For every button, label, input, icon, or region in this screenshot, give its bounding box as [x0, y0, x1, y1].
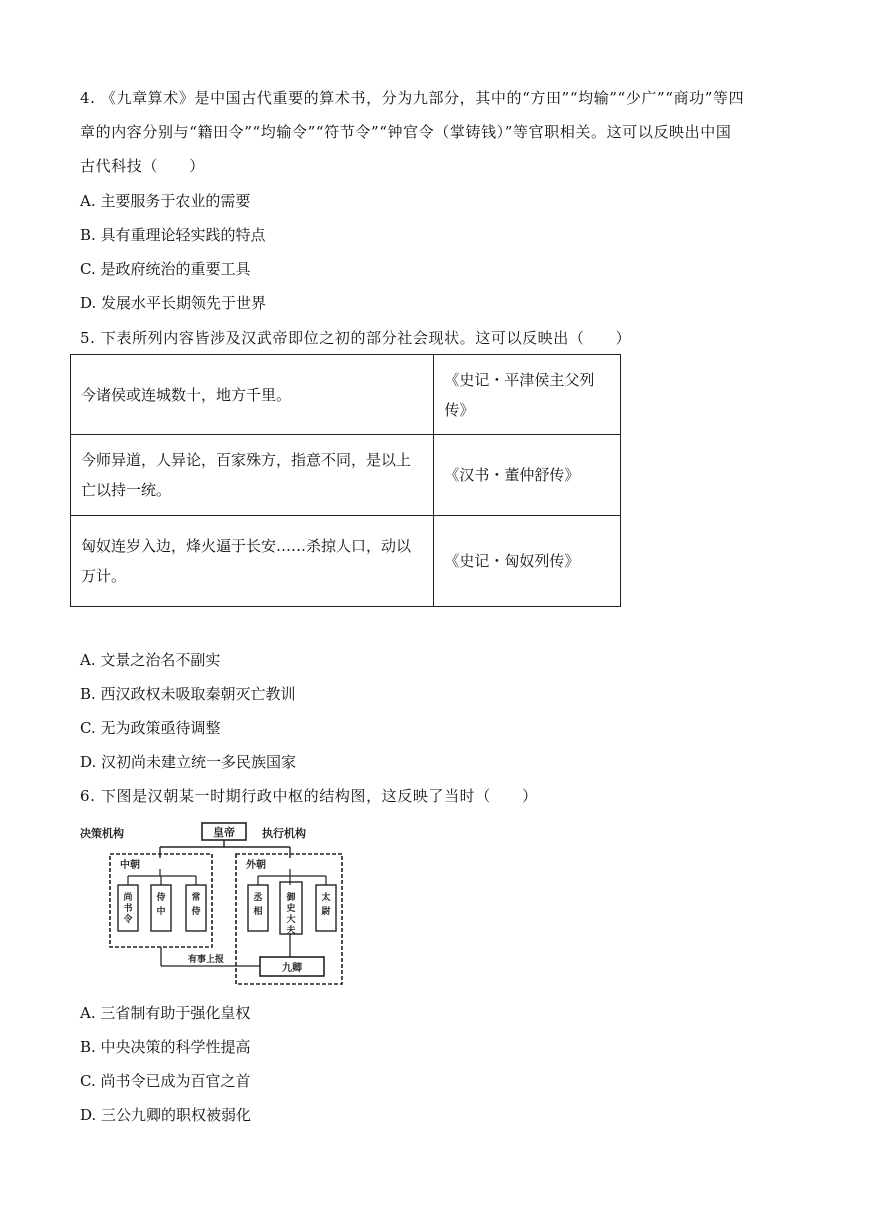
- outer-member-label: [286, 891, 295, 936]
- han-government-structure-diagram: [78, 814, 350, 990]
- q4-option-b[interactable]: B. 具有重理论轻实践的特点: [80, 226, 266, 244]
- table-quote-cell: 今诸侯或连城数十，地方千里。: [71, 355, 434, 435]
- diagram-vertical-char: 史: [286, 904, 296, 914]
- diagram-vertical-char: 尉: [321, 907, 331, 917]
- q5-option-b[interactable]: B. 西汉政权未吸取秦朝灭亡教训: [80, 685, 296, 703]
- execution-organ-label: 执行机构: [262, 827, 306, 840]
- q5-stem: 5. 下表所列内容皆涉及汉武帝即位之初的部分社会现状。这可以反映出（ ）: [80, 329, 632, 347]
- table-source-cell: 《汉书・董仲舒传》: [434, 435, 621, 516]
- diagram-vertical-char: 丞: [253, 893, 263, 903]
- q4-stem-line-3: 古代科技（ ）: [80, 157, 205, 175]
- outer-member-label: [321, 891, 330, 917]
- diagram-vertical-char: 书: [123, 904, 133, 914]
- q5-option-c[interactable]: C. 无为政策亟待调整: [80, 719, 221, 737]
- outer-member-label: [253, 891, 262, 917]
- nine-ministers-label: 九卿: [282, 963, 302, 974]
- diagram-vertical-char: 大: [286, 915, 296, 925]
- q5-option-d[interactable]: D. 汉初尚未建立统一多民族国家: [80, 753, 297, 771]
- diagram-vertical-char: 夫: [286, 926, 296, 936]
- q6-option-d[interactable]: D. 三公九卿的职权被弱化: [80, 1106, 252, 1124]
- diagram-vertical-char: 御: [286, 893, 296, 903]
- table-source-cell: 《史记・平津侯主父列传》: [434, 355, 621, 435]
- q4-option-d[interactable]: D. 发展水平长期领先于世界: [80, 294, 267, 312]
- q6-option-a[interactable]: A. 三省制有助于强化皇权: [80, 1004, 251, 1022]
- diagram-vertical-char: 侍: [191, 907, 201, 917]
- diagram-vertical-char: 常: [191, 893, 201, 903]
- q6-option-b[interactable]: B. 中央决策的科学性提高: [80, 1038, 251, 1056]
- emperor-connectors: [160, 840, 290, 858]
- inner-member-label: [122, 891, 132, 925]
- q4-option-c[interactable]: C. 是政府统治的重要工具: [80, 260, 251, 278]
- q5-source-table: [70, 354, 621, 607]
- diagram-vertical-char: 侍: [156, 893, 166, 903]
- report-upward-label: 有事上报: [188, 955, 225, 965]
- inner-member-label: [156, 891, 165, 917]
- q4-stem-line-1: 4. 《九章算术》是中国古代重要的算术书，分为九部分，其中的“方田”“均输”“少广”“商功”等四: [80, 89, 745, 107]
- table-quote-cell: 今师异道，人异论，百家殊方，指意不同，是以上亡以持一统。: [71, 435, 434, 516]
- report-connector: [161, 934, 290, 966]
- decision-organ-label: 决策机构: [80, 827, 124, 840]
- table-quote-cell: 匈奴连岁入边，烽火逼于长安……杀掠人口，动以万计。: [71, 516, 434, 607]
- diagram-vertical-char: 中: [156, 907, 166, 917]
- table-row: [71, 516, 621, 607]
- outer-court-label: 外朝: [246, 860, 266, 871]
- q5-option-a[interactable]: A. 文景之治名不副实: [80, 651, 221, 669]
- diagram-vertical-char: 相: [253, 907, 263, 917]
- q4-stem-line-2: 章的内容分别与“籍田令”“均输令”“符节令”“钟官令（掌铸钱）”等官职相关。这可以反映出中国: [80, 123, 732, 141]
- inner-member-label: [191, 891, 200, 917]
- table-source-cell: 《史记・匈奴列传》: [434, 516, 621, 607]
- q6-stem: 6. 下图是汉朝某一时期行政中枢的结构图，这反映了当时（ ）: [80, 787, 538, 805]
- diagram-vertical-char: 太: [321, 893, 331, 903]
- table-row: [71, 355, 621, 435]
- inner-court-label: 中朝: [120, 860, 140, 871]
- q6-option-c[interactable]: C. 尚书令已成为百官之首: [80, 1072, 251, 1090]
- diagram-vertical-char: 尚: [123, 893, 133, 903]
- emperor-label: 皇帝: [213, 826, 235, 839]
- diagram-vertical-char: 令: [123, 915, 133, 925]
- table-row: [71, 435, 621, 516]
- q4-option-a[interactable]: A. 主要服务于农业的需要: [80, 192, 251, 210]
- inner-branch-lines: [128, 869, 196, 885]
